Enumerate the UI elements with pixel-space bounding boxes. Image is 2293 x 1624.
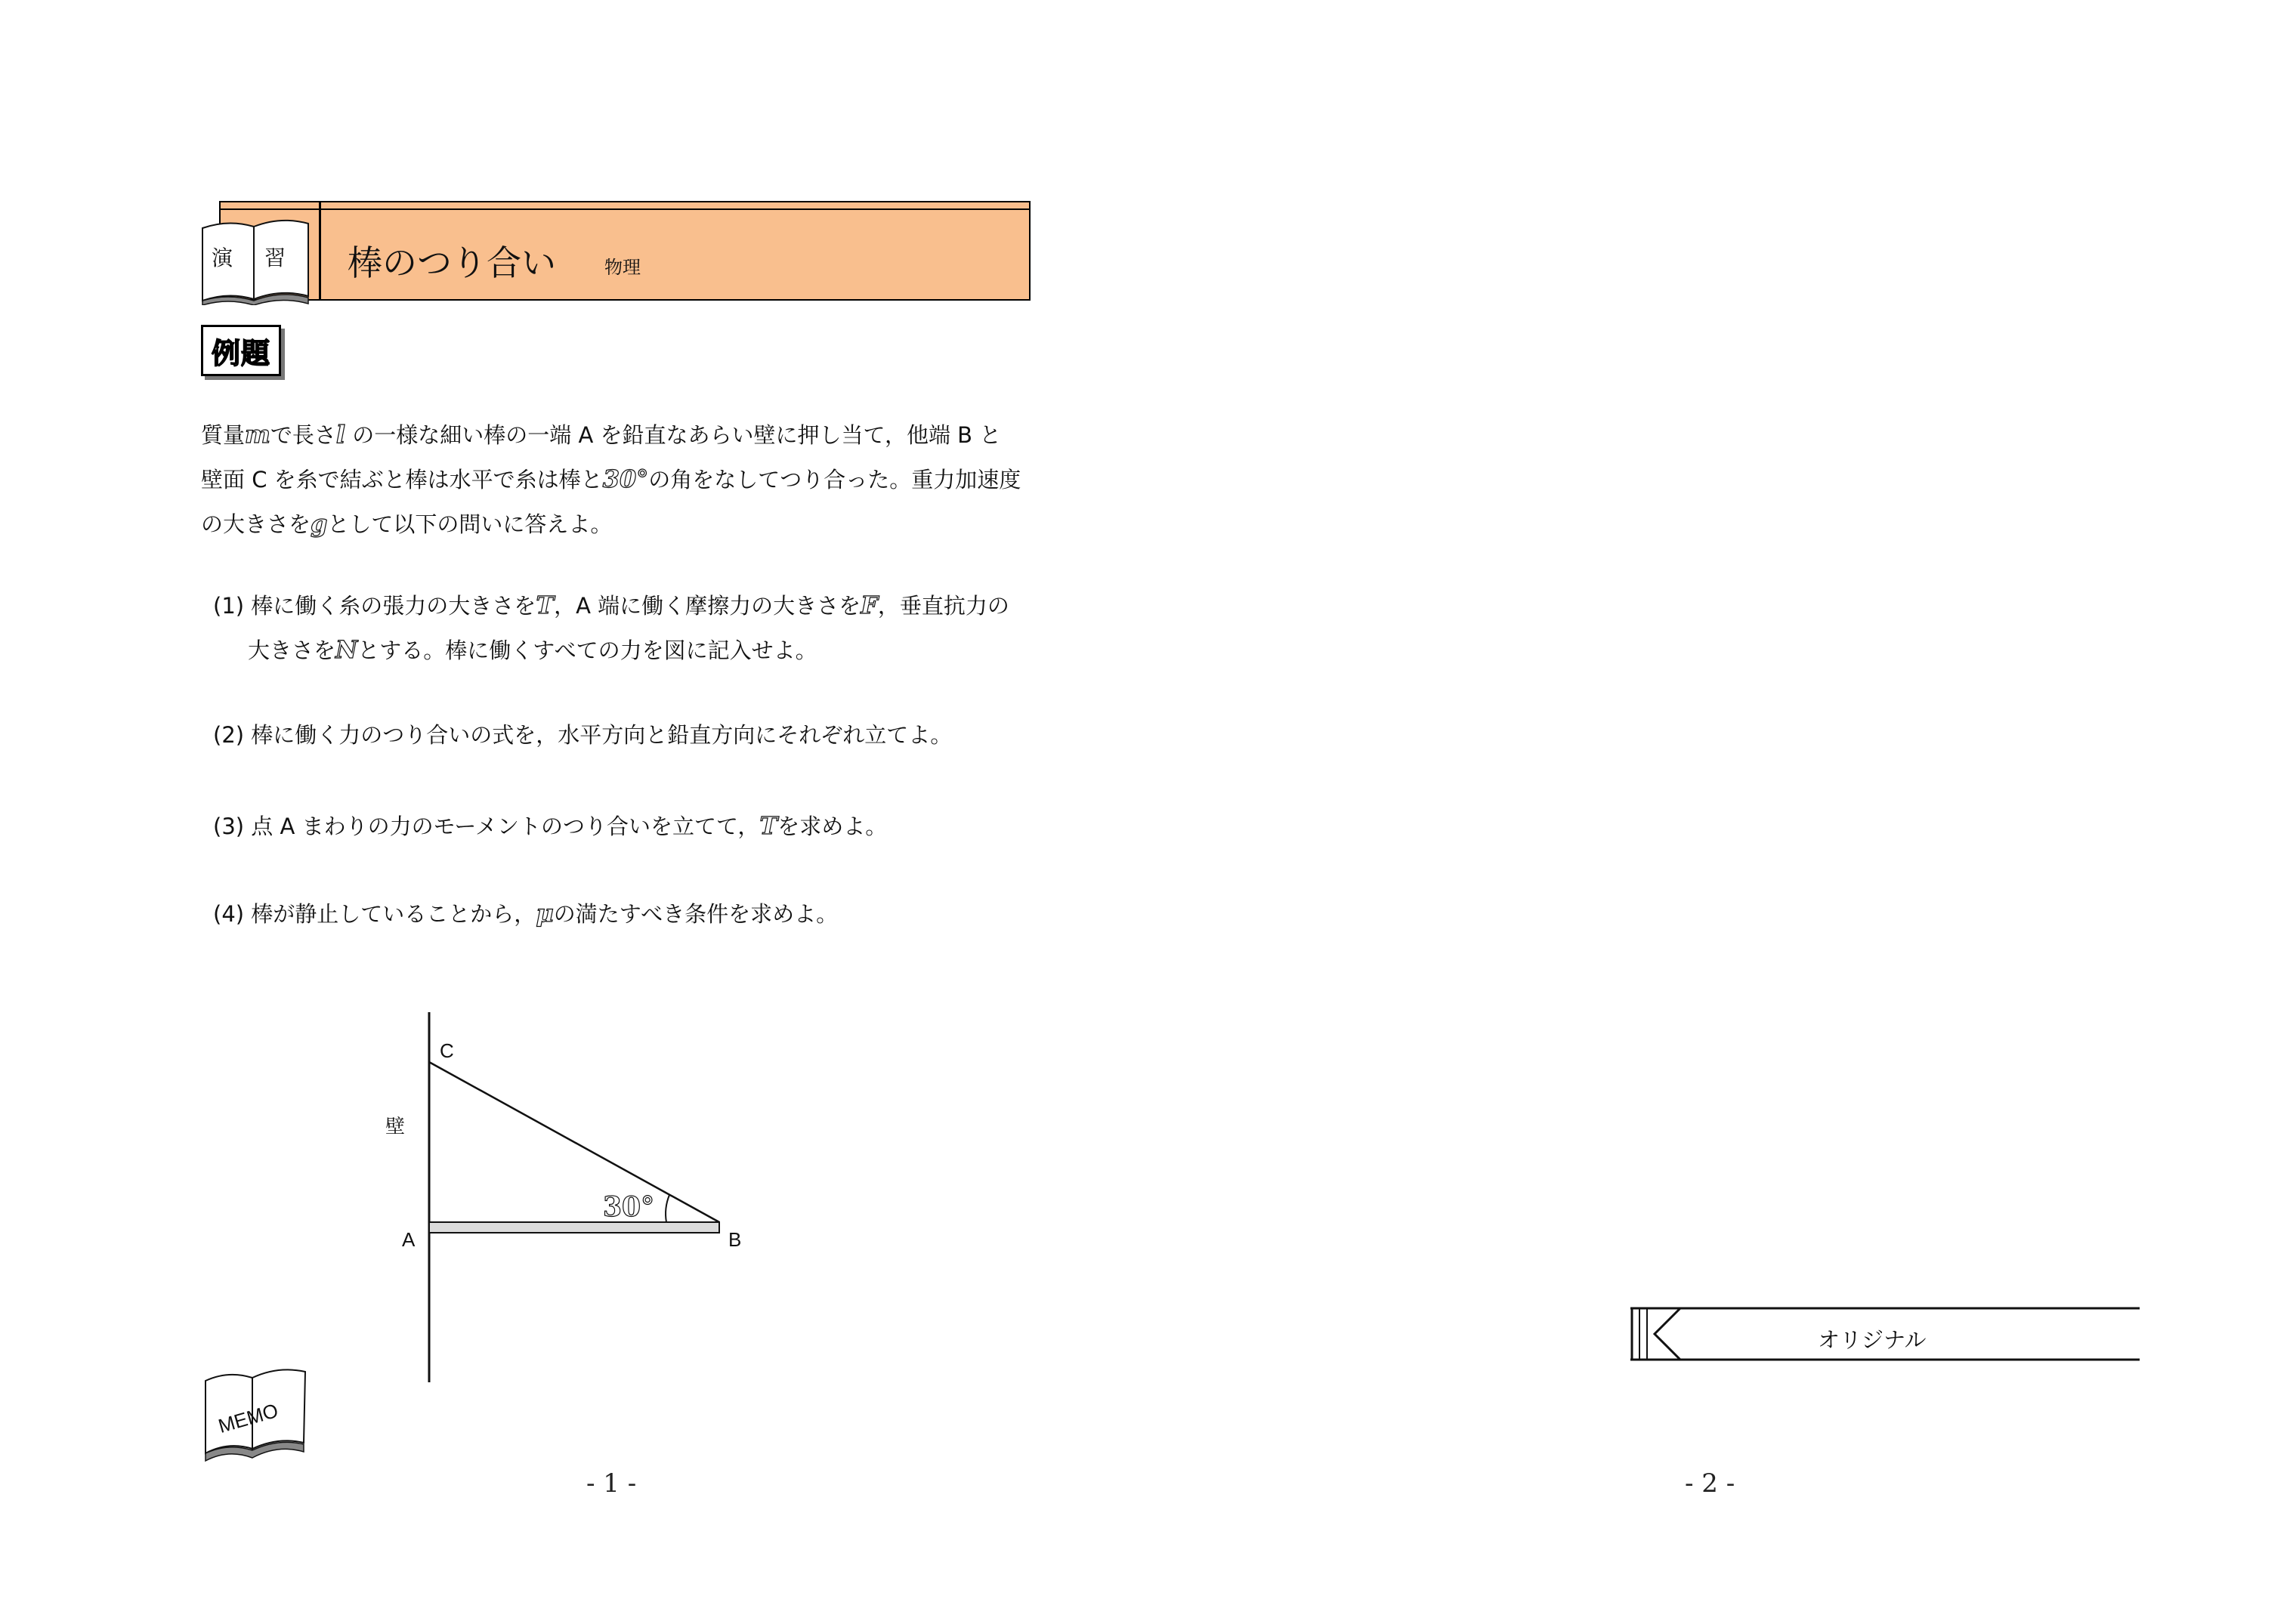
rod — [429, 1222, 719, 1233]
label-a: A — [402, 1228, 416, 1251]
q3-text: (3) 点 A まわりの力のモーメントのつり合いを立てて， — [213, 814, 760, 839]
q1-text: 大きさを — [248, 638, 336, 663]
example-badge — [201, 325, 281, 376]
intro-line-1 — [201, 412, 1021, 457]
title-banner — [219, 201, 1031, 301]
intro-line-3 — [201, 502, 1021, 546]
q1-text: ，垂直抗力の — [877, 593, 1009, 619]
intro-text: 壁面 C を糸で結ぶと棒は水平で糸は棒と — [201, 467, 603, 492]
intro-text: で長さ — [270, 422, 336, 448]
book-label-left: 演 — [212, 245, 233, 270]
var-N: N — [335, 635, 358, 664]
var-g: g — [311, 509, 328, 538]
intro-text: の角をなしてつり合った。重力加速度 — [648, 467, 1021, 492]
var-l: l — [335, 420, 346, 449]
question-3 — [213, 804, 887, 848]
var-m: m — [245, 420, 270, 449]
memo-icon — [198, 1364, 311, 1462]
original-label: オリジナル — [1818, 1327, 1927, 1353]
label-c: C — [440, 1039, 454, 1062]
var-mu: μ — [536, 899, 554, 928]
example-label: 例題 — [211, 336, 270, 370]
q4-text: (4) 棒が静止していることから， — [213, 901, 536, 927]
q1-text: ，A 端に働く摩擦力の大きさを — [554, 593, 861, 619]
rod-diagram — [378, 997, 771, 1390]
string-line — [429, 1062, 719, 1222]
q4-text: の満たすべき条件を求めよ。 — [553, 901, 839, 927]
page-number-1: - 1 - — [586, 1468, 637, 1499]
question-2: (2) 棒に働く力のつり合いの式を，水平方向と鉛直方向にそれぞれ立てよ。 — [213, 722, 953, 748]
label-wall: 壁 — [385, 1115, 406, 1138]
intro-text: の一様な細い棒の一端 A を鉛直なあらい壁に押し当て，他端 B と — [345, 422, 1002, 448]
intro-text: 質量 — [201, 422, 246, 448]
question-1 — [213, 583, 1009, 672]
q3-text: を求めよ。 — [777, 814, 888, 839]
book-label-right: 習 — [264, 245, 286, 270]
label-angle: 30° — [603, 1191, 655, 1223]
label-b: B — [728, 1228, 742, 1251]
page-title: 棒のつり合い — [348, 242, 556, 283]
intro-text: の大きさを — [201, 511, 311, 537]
intro-text: として以下の問いに答えよ。 — [327, 511, 613, 537]
angle-arc — [666, 1195, 669, 1222]
q1-text: (1) 棒に働く糸の張力の大きさを — [213, 593, 536, 619]
question-4 — [213, 891, 838, 936]
memo-label: MEMO — [215, 1398, 281, 1437]
intro-line-2 — [201, 457, 1021, 502]
problem-statement — [201, 412, 1021, 546]
var-F: F — [861, 591, 878, 619]
var-T: T — [536, 591, 555, 619]
angle-value: 30° — [602, 465, 649, 493]
page-number-2: - 2 - — [1685, 1468, 1735, 1499]
q1-text: とする。棒に働くすべての力を図に記入せよ。 — [357, 638, 817, 663]
subject-label: 物理 — [604, 257, 641, 278]
var-T: T — [759, 811, 778, 840]
